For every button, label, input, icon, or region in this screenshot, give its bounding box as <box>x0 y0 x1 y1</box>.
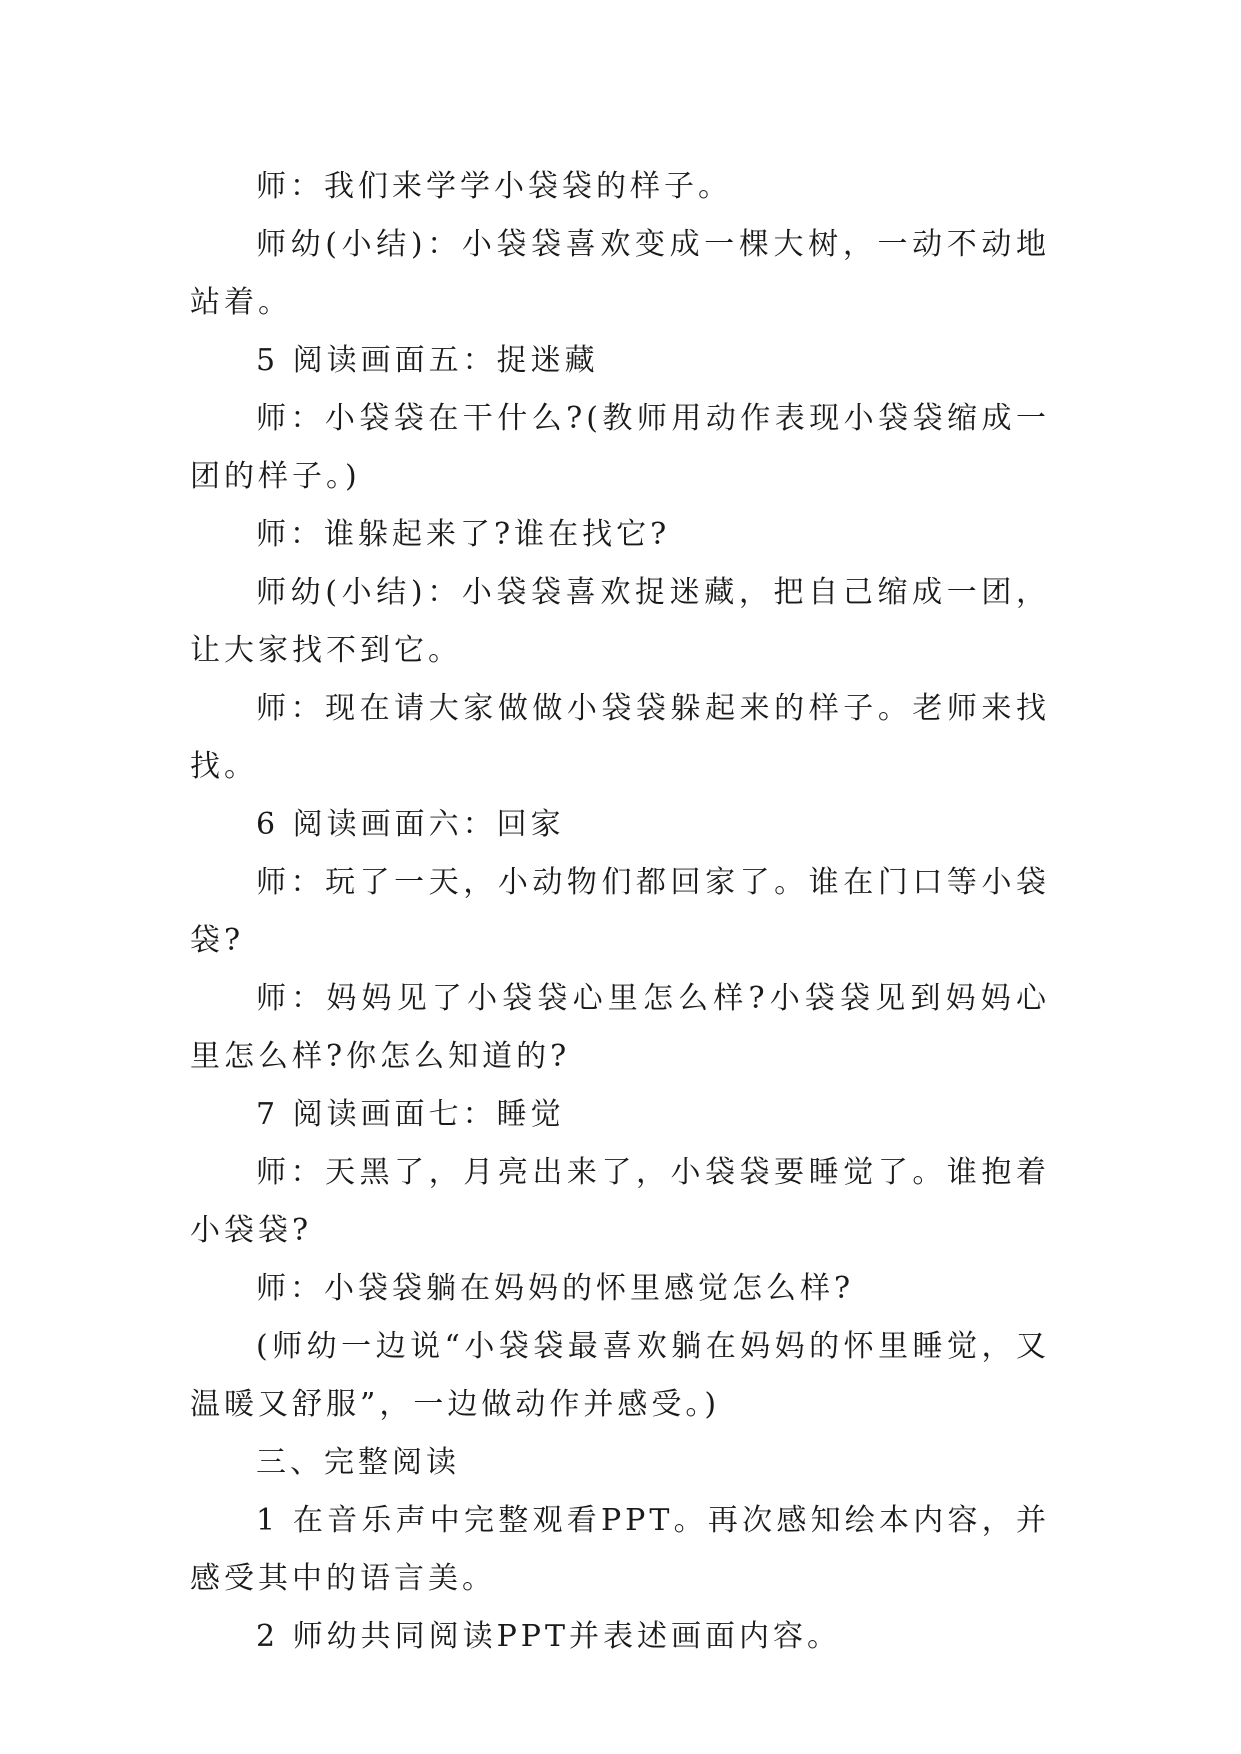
dialogue-paragraph: 师：谁躲起来了?谁在找它? <box>256 517 671 552</box>
summary-paragraph: 师幼(小结)：小袋袋喜欢变成一棵大树，一动不动地站着。 <box>190 227 1050 320</box>
dialogue-paragraph: 师：我们来学学小袋袋的样子。 <box>256 169 732 204</box>
section-heading: 6 阅读画面六：回家 <box>256 807 565 842</box>
dialogue-paragraph: 师：现在请大家做做小袋袋躲起来的样子。老师来找找。 <box>190 691 1050 784</box>
dialogue-paragraph: 师：小袋袋躺在妈妈的怀里感觉怎么样? <box>256 1271 855 1306</box>
section-heading: 5 阅读画面五：捉迷藏 <box>256 343 599 378</box>
section-heading: 7 阅读画面七：睡觉 <box>256 1097 565 1132</box>
part-heading: 三、完整阅读 <box>256 1445 460 1480</box>
dialogue-paragraph: 师：小袋袋在干什么?(教师用动作表现小袋袋缩成一团的样子。) <box>190 401 1050 494</box>
summary-paragraph: 师幼(小结)：小袋袋喜欢捉迷藏，把自己缩成一团，让大家找不到它。 <box>190 575 1050 668</box>
step-paragraph: 1 在音乐声中完整观看PPT。再次感知绘本内容，并感受其中的语言美。 <box>190 1503 1050 1596</box>
document-page <box>190 158 1050 1666</box>
activity-note: (师幼一边说“小袋袋最喜欢躺在妈妈的怀里睡觉，又温暖又舒服”，一边做动作并感受。) <box>190 1329 1050 1422</box>
dialogue-paragraph: 师：玩了一天，小动物们都回家了。谁在门口等小袋袋? <box>190 865 1050 958</box>
dialogue-paragraph: 师：天黑了，月亮出来了，小袋袋要睡觉了。谁抱着小袋袋? <box>190 1155 1050 1248</box>
dialogue-paragraph: 师：妈妈见了小袋袋心里怎么样?小袋袋见到妈妈心里怎么样?你怎么知道的? <box>190 981 1050 1074</box>
step-paragraph: 2 师幼共同阅读PPT并表述画面内容。 <box>256 1619 842 1654</box>
